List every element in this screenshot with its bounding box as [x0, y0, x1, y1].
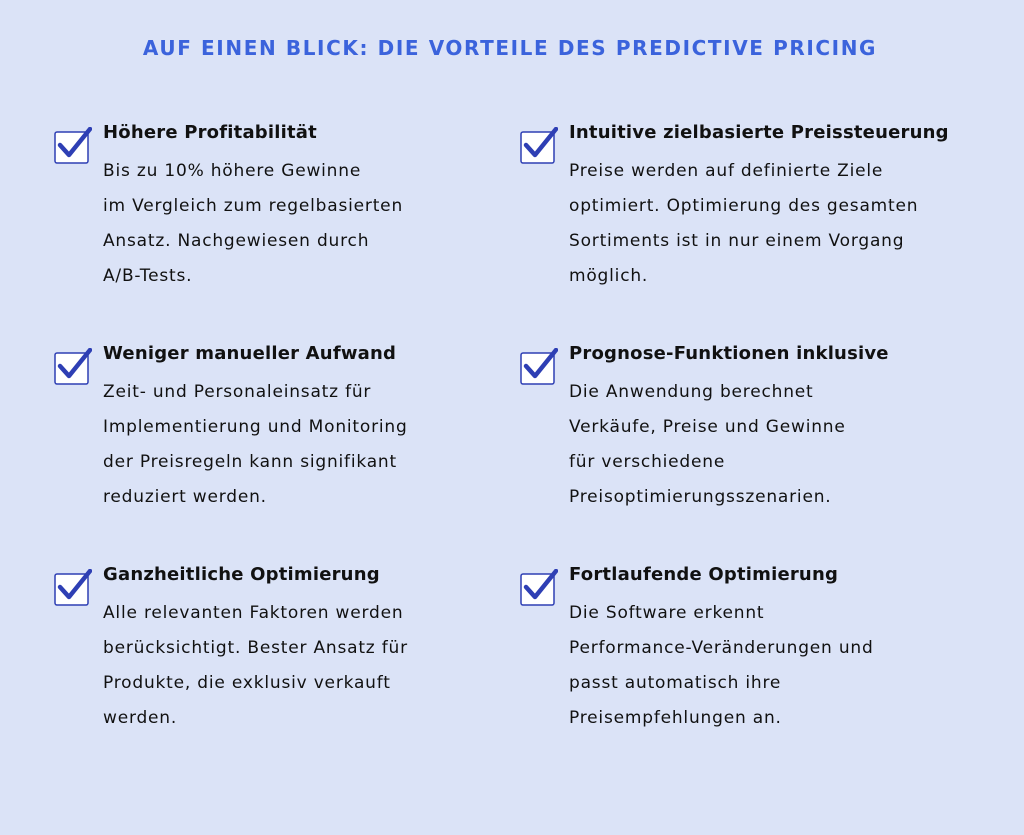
benefit-title: Intuitive zielbasierte Preissteuerung	[569, 122, 949, 143]
page-title: AUF EINEN BLICK: DIE VORTEILE DES PREDICTIVE PRICING	[142, 36, 878, 60]
benefit-description-line: Ansatz. Nachgewiesen durch	[103, 231, 370, 251]
benefit-description-line: berücksichtigt. Bester Ansatz für	[103, 638, 408, 658]
checkbox-checked-icon	[520, 348, 558, 386]
benefit-title: Weniger manueller Aufwand	[103, 343, 397, 364]
benefit-description-line: Preisoptimierungsszenarien.	[569, 487, 832, 507]
benefit-description-line: Sortiments ist in nur einem Vorgang	[569, 231, 905, 251]
benefit-description-line: Die Software erkennt	[569, 603, 765, 623]
checkbox-checked-icon	[520, 127, 558, 165]
benefit-description	[103, 375, 503, 515]
benefit-description-line: passt automatisch ihre	[569, 673, 782, 693]
benefit-description	[569, 596, 969, 736]
benefit-description-line: Verkäufe, Preise und Gewinne	[569, 417, 846, 437]
benefit-description-line: reduziert werden.	[103, 487, 267, 507]
benefit-description-line: Preisempfehlungen an.	[569, 708, 782, 728]
benefit-description	[569, 375, 969, 515]
benefit-description	[103, 596, 503, 736]
benefit-description-line: Die Anwendung berechnet	[569, 382, 814, 402]
checkbox-checked-icon	[54, 348, 92, 386]
benefit-description-line: Implementierung und Monitoring	[103, 417, 408, 437]
benefit-description-line: Alle relevanten Faktoren werden	[103, 603, 404, 623]
checkbox-checked-icon	[54, 127, 92, 165]
checkbox-checked-icon	[520, 569, 558, 607]
benefit-description	[569, 154, 969, 294]
benefit-description-line: Preise werden auf definierte Ziele	[569, 161, 884, 181]
benefit-description-line: Bis zu 10% höhere Gewinne	[103, 161, 362, 181]
benefit-description-line: A/B-Tests.	[103, 266, 193, 286]
benefit-description-line: der Preisregeln kann signifikant	[103, 452, 397, 472]
benefit-description	[103, 154, 503, 294]
benefit-title: Fortlaufende Optimierung	[569, 564, 839, 585]
benefit-description-line: Performance-Veränderungen und	[569, 638, 874, 658]
benefit-description-line: im Vergleich zum regelbasierten	[103, 196, 404, 216]
benefit-title: Prognose-Funktionen inklusive	[569, 343, 889, 364]
checkbox-checked-icon	[54, 569, 92, 607]
benefit-description-line: optimiert. Optimierung des gesamten	[569, 196, 919, 216]
benefit-description-line: für verschiedene	[569, 452, 726, 472]
benefit-description-line: werden.	[103, 708, 178, 728]
benefit-description-line: Produkte, die exklusiv verkauft	[103, 673, 391, 693]
benefit-title: Höhere Profitabilität	[103, 122, 317, 143]
benefit-description-line: Zeit- und Personaleinsatz für	[103, 382, 372, 402]
benefit-title: Ganzheitliche Optimierung	[103, 564, 380, 585]
benefit-description-line: möglich.	[569, 266, 649, 286]
